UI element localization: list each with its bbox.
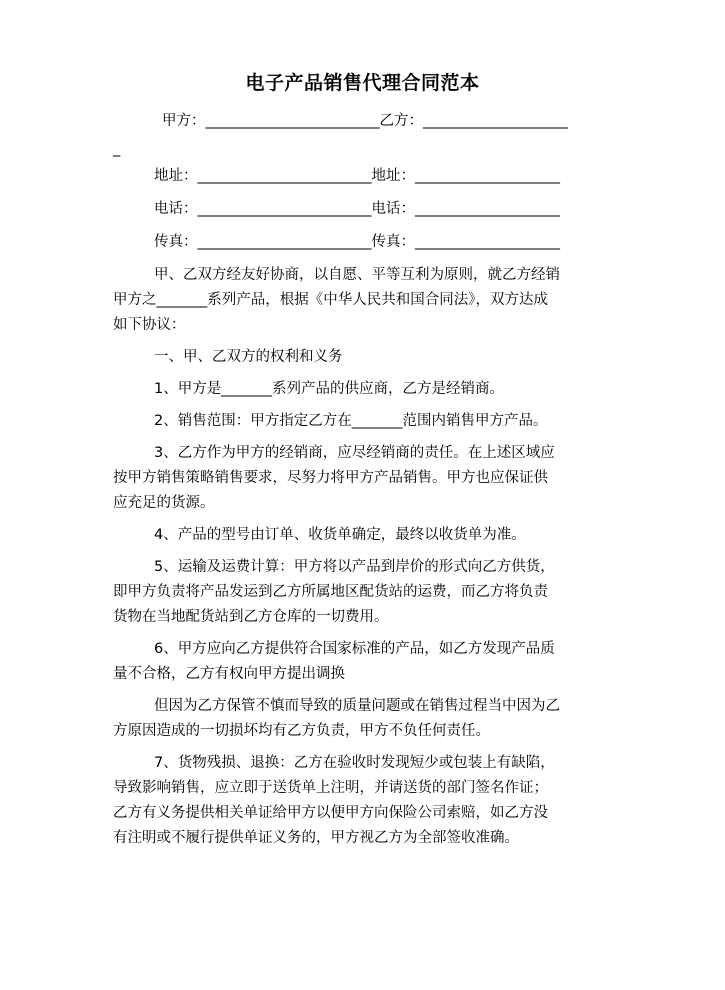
section-heading: 一、甲、乙双方的权利和义务 bbox=[154, 349, 343, 365]
clause-7-line: 7、货物残损、退换：乙方在验收时发现短少或包装上有缺陷， bbox=[154, 755, 555, 771]
party-overflow-underscore: _ bbox=[113, 141, 121, 157]
clause-1: 1、甲方是_______系列产品的供应商，乙方是经销商。 bbox=[154, 381, 504, 397]
clause-6-line: 量不合格，乙方有权向甲方提出调换 bbox=[113, 666, 345, 682]
clause-3-line: 按甲方销售策略销售要求，尽努力将甲方产品销售。甲方也应保证供 bbox=[113, 470, 548, 486]
clause-3-line: 3、乙方作为甲方的经销商，应尽经销商的责任。在上述区域应 bbox=[154, 445, 555, 461]
clause-4: 4、产品的型号由订单、收货单确定，最终以收货单为准。 bbox=[154, 527, 526, 543]
address-line: 地址：________________________地址：____________________ bbox=[154, 168, 560, 184]
phone-line: 电话：________________________电话：____________________ bbox=[154, 201, 560, 217]
clause-7-line: 有注明或不履行提供单证义务的，甲方视乙方为全部签收准确。 bbox=[113, 830, 519, 846]
document-title: 电子产品销售代理合同范本 bbox=[245, 72, 480, 94]
clause-6-line: 6、甲方应向乙方提供符合国家标准的产品，如乙方发现产品质 bbox=[154, 641, 555, 657]
clause-2: 2、销售范围：甲方指定乙方在_______范围内销售甲方产品。 bbox=[154, 413, 548, 429]
clause-6-continuation-line: 但因为乙方保管不慎而导致的质量问题或在销售过程当中因为乙 bbox=[154, 698, 560, 714]
fax-line: 传真：________________________传真：____________________ bbox=[154, 234, 560, 250]
intro-line: 如下协议： bbox=[113, 317, 186, 333]
clause-5-line: 5、运输及运费计算：甲方将以产品到岸价的形式向乙方供货， bbox=[154, 559, 555, 575]
clause-5-line: 货物在当地配货站到乙方仓库的一切费用。 bbox=[113, 609, 389, 625]
clause-3-line: 应充足的货源。 bbox=[113, 495, 215, 511]
intro-line: 甲、乙双方经友好协商，以自愿、平等互利为原则，就乙方经销 bbox=[154, 267, 560, 283]
clause-7-line: 乙方有义务提供相关单证给甲方以便甲方向保险公司索赔，如乙方没 bbox=[113, 805, 548, 821]
clause-7-line: 导致影响销售，应立即于送货单上注明，并请送货的部门签名作证； bbox=[113, 780, 548, 796]
party-a-b-line: 甲方：________________________乙方：____________________ bbox=[162, 113, 568, 129]
clause-6-continuation-line: 方原因造成的一切损坏均有乙方负责，甲方不负任何责任。 bbox=[113, 723, 490, 739]
clause-5-line: 即甲方负责将产品发运到乙方所属地区配货站的运费，而乙方将负责 bbox=[113, 584, 548, 600]
intro-line: 甲方之_______系列产品，根据《中华人民共和国合同法》，双方达成 bbox=[113, 292, 548, 308]
